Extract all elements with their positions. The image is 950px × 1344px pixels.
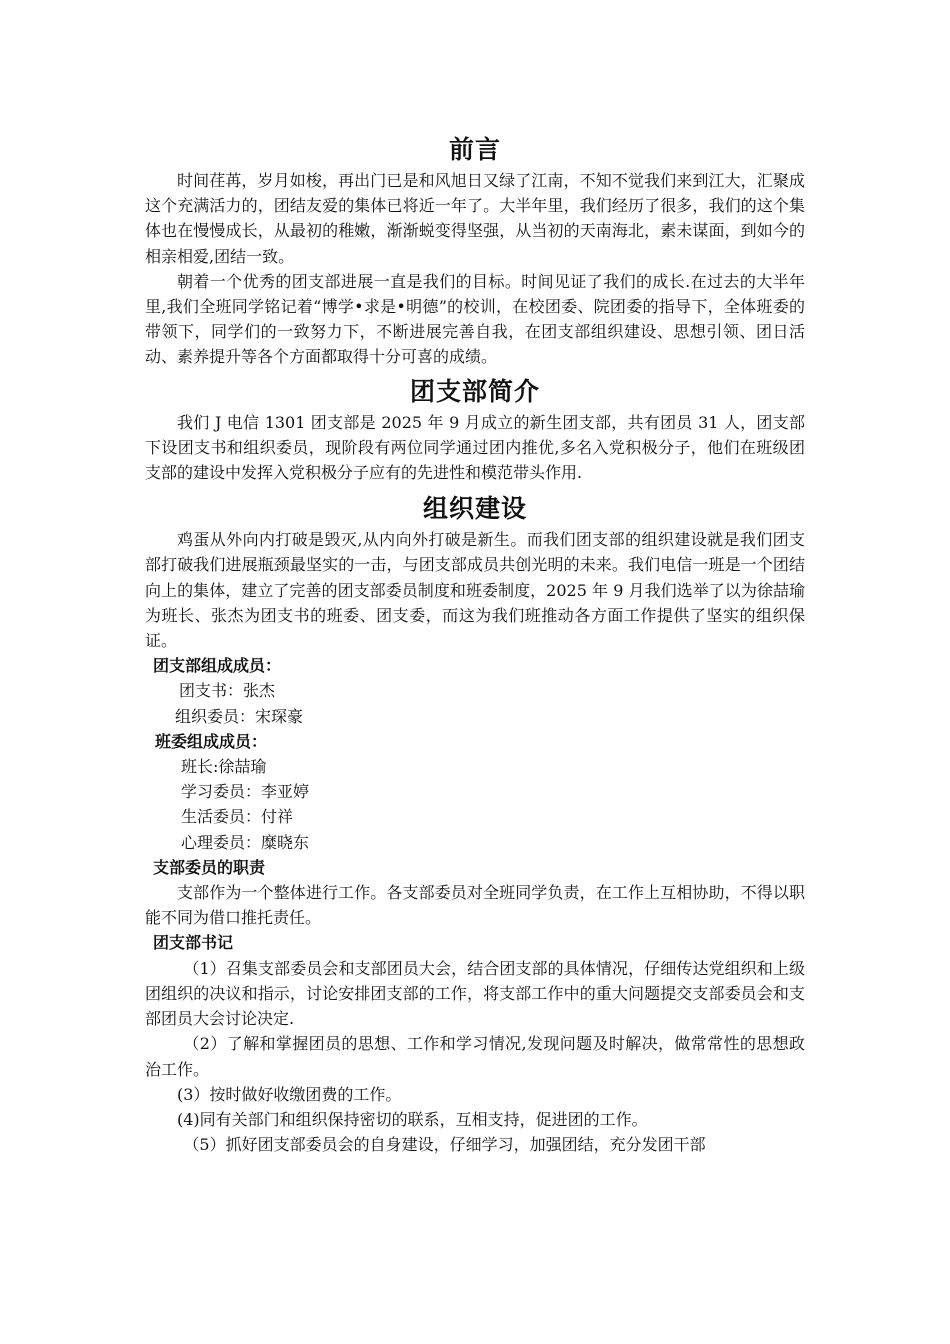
org-title: 组织建设 — [422, 494, 527, 524]
secretary-heading: 团支部书记 — [153, 933, 234, 953]
intro-paragraph-1: 我们 J 电信 1301 团支部是 2025 年 9 月成立的新生团支部，共有团员 31 人，团支部下设团支书和组织委员，现阶段有两位同学通过团内推优,多名入党积极分子，他们在班级团支部的建设中发挥入党积极分子应有的先进性和模范带头作用. — [145, 412, 805, 483]
duties-heading: 支部委员的职责 — [153, 857, 266, 877]
secretary-item-1: （1）召集支部委员会和支部团员大会，结合团支部的具体情况，仔细传达党组织和上级团组织的决议和指示，讨论安排团支部的工作，将支部工作中的重大问题提交支部委员会和支部团员大会讨论决定. — [145, 958, 805, 1029]
secretary-item-3: (3）按时做好收缴团费的工作。 — [177, 1084, 402, 1104]
secretary-item-5: （5）抓好团支部委员会的自身建设，仔细学习，加强团结，充分发团干部 — [183, 1135, 706, 1155]
class-committee-heading: 班委组成成员： — [155, 731, 268, 751]
preface-paragraph-2: 朝着一个优秀的团支部进展一直是我们的目标。时间见证了我们的成长.在过去的大半年里,我们全班同学铭记着“博学•求是•明德”的校训，在校团委、院团委的指导下，全体班委的带领下，同学们的一致努力下，不断进展完善自我，在团支部组织建设、思想引领、团日活动、素养提升等各个方面都取得十分可喜的成绩。 — [145, 271, 805, 367]
preface-paragraph-1: 时间荏苒，岁月如梭，再出门已是和风旭日又绿了江南，不知不觉我们来到江大，汇聚成这个充满活力的，团结友爱的集体已将近一年了。大半年里，我们经历了很多，我们的这个集体也在慢慢成长，从最初的稚嫩，渐渐蜕变得坚强，从当初的天南海北，素未谋面，到如今的相亲相爱,团结一致。 — [145, 171, 805, 266]
org-paragraph-1: 鸡蛋从外向内打破是毁灭,从内向外打破是新生。而我们团支部的组织建设就是我们团支部打破我们进展瓶颈最坚实的一击，与团支部成员共创光明的未来。我们电信一班是一个团结向上的集体，建立了完善的团支部委员制度和班委制度，2025 年 9 月我们选举了以为徐喆瑜为班长、张杰为团支书的班委、团支委，而这为我们班推动各方面工作提供了坚实的组织保证。 — [145, 530, 805, 651]
class-committee-item: 学习委员：李亚婷 — [181, 782, 310, 802]
secretary-item-2: （2）了解和掌握团员的思想、工作和学习情况,发现问题及时解决，做常常性的思想政治工作。 — [145, 1034, 805, 1079]
class-committee-item: 心理委员：糜晓东 — [181, 832, 310, 852]
duties-paragraph: 支部作为一个整体进行工作。各支部委员对全班同学负责，在工作上互相协助，不得以职能不同为借口推托责任。 — [145, 883, 805, 928]
preface-title: 前言 — [448, 135, 501, 164]
branch-member-item: 团支书：张杰 — [179, 681, 276, 701]
intro-title: 团支部简介 — [409, 376, 540, 406]
class-committee-item: 班长:徐喆瑜 — [181, 757, 267, 777]
document-body — [145, 132, 805, 1157]
branch-member-item: 组织委员：宋琛豪 — [175, 706, 304, 726]
branch-members-heading: 团支部组成成员： — [153, 656, 282, 676]
secretary-item-4: (4)同有关部门和组织保持密切的联系，互相支持，促进团的工作。 — [177, 1109, 648, 1129]
class-committee-item: 生活委员：付祥 — [181, 807, 294, 827]
